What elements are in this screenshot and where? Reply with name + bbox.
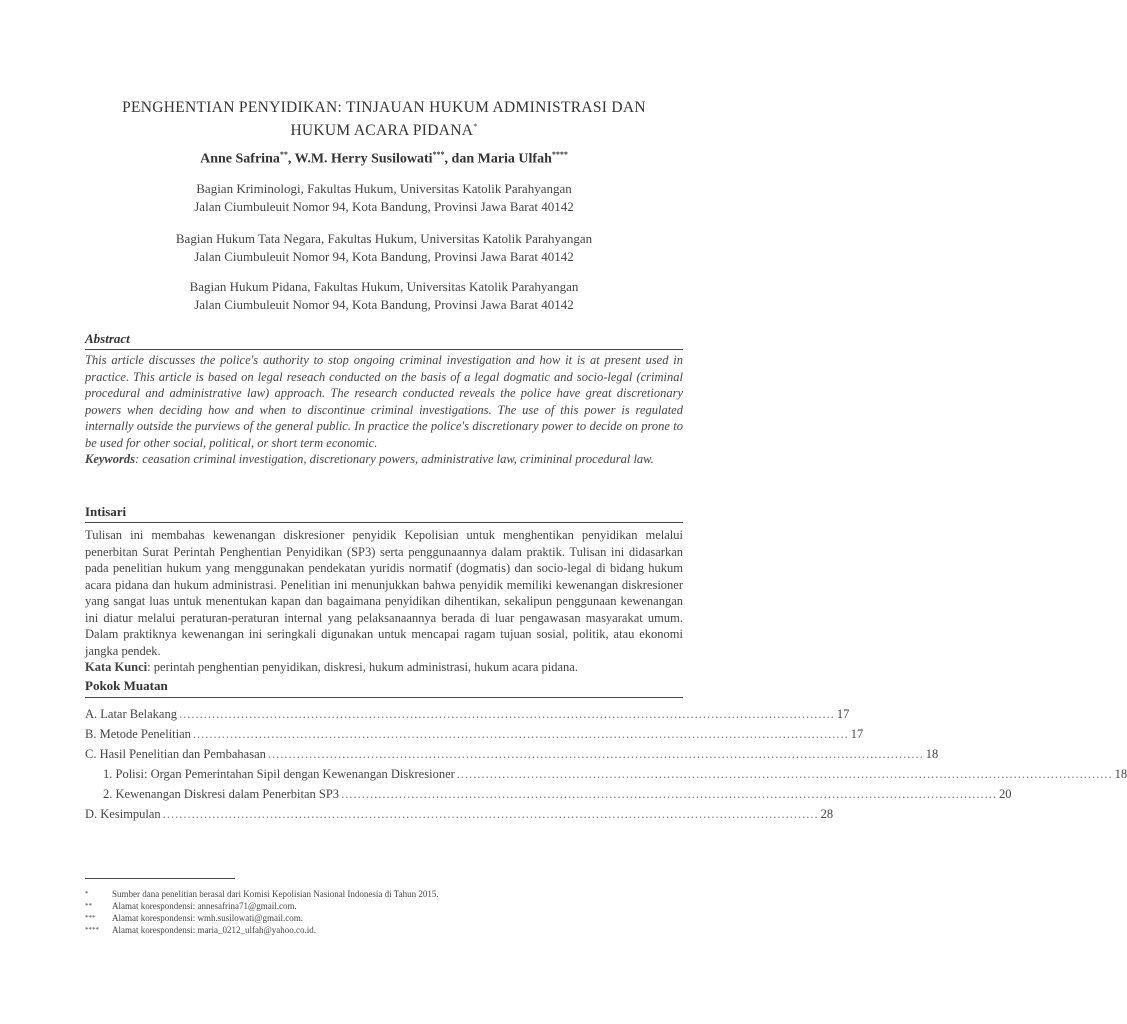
toc-leader-dots: ............................................................................................................................................................... xyxy=(267,747,924,761)
toc-item-label: 1. Polisi: Organ Pemerintahan Sipil dengan Kewenangan Diskresioner xyxy=(103,767,455,781)
title-line-2 xyxy=(60,117,708,140)
abstract-text: This article discusses the police's authority to stop ongoing criminal investigation and how it is at present used in practice. This article is based on legal reseach conducted on the basis of a legal dogmatic and socio-legal (criminal procedural and administrative law) approach. The research conducted reveals the police have great discretionary powers when deciding how and when to discontinue criminal investigations. The use of this power is regulated internally outside the purviews of the general public. In practice the police's discretionary power to decide on prone to be used for other social, political, or short term economic. xyxy=(85,353,683,450)
intisari-body xyxy=(85,527,683,676)
author-list xyxy=(60,150,708,168)
toc-leader-dots: ............................................................................................................................................................... xyxy=(178,707,835,721)
toc-item[interactable] xyxy=(85,724,864,744)
footnote-mark: * xyxy=(85,890,89,898)
toc-item-label: 2. Kewenangan Diskresi dalam Penerbitan SP3 xyxy=(103,787,340,801)
toc-leader-dots: ............................................................................................................................................................... xyxy=(341,787,997,801)
footnote-separator xyxy=(85,878,235,879)
toc-leader-dots: ............................................................................................................................................................... xyxy=(456,767,1113,781)
author-1-mark: ** xyxy=(279,150,288,159)
affiliation-1 xyxy=(60,180,708,216)
title-footnote-mark: * xyxy=(473,122,478,131)
toc-leader-dots: ............................................................................................................................................................... xyxy=(162,807,819,821)
toc-subitem[interactable] xyxy=(85,764,1127,784)
toc-heading: Pokok Muatan xyxy=(85,678,168,693)
author-2: , W.M. Herry Susilowati xyxy=(287,151,433,167)
paper-title xyxy=(60,98,708,140)
footnote-mark: *** xyxy=(85,914,96,922)
footnote-text: Alamat korespondensi: annesafrina71@gmail.com. xyxy=(112,901,297,911)
toc-subitem[interactable] xyxy=(85,784,1012,804)
intisari-text: Tulisan ini membahas kewenangan diskresioner penyidik Kepolisian untuk menghentikan penyidikan melalui penerbitan Surat Perintah Penghentian Penyidikan (SP3) serta penggunaannya dalam praktik. Tulisan ini didasarkan pada penelitian hukum yang menggunakan pendekatan yuridis normatif (dogmatis) dan socio-legal di bidang hukum acara pidana dan hukum administrasi. Penelitian ini menunjukkan bahwa penyidik memiliki kewenangan diskresioner yang sangat luas untuk menentukan kapan dan bagaimana penyidikan dihentikan, sekalipun penggunaan kewenangan ini diatur melalui peraturan-peraturan internal yang pelaksanaannya berada di luar pengawasan masyarakat umum. Dalam praktiknya kewenangan ini seringkali digunakan untuk mencapai ragam tujuan sosial, politik, atau ekonomi jangka pendek. xyxy=(85,528,683,658)
footnote-mark: **** xyxy=(85,926,99,934)
footnote-text: Sumber dana penelitian berasal dari Komisi Kepolisian Nasional Indonesia di Tahun 2015. xyxy=(112,889,439,899)
toc-item[interactable] xyxy=(85,704,850,724)
footnote-text: Alamat korespondensi: wmh.susilowati@gmail.com. xyxy=(112,913,304,923)
author-3: , dan Maria Ulfah xyxy=(444,151,552,167)
toc-rule xyxy=(85,697,683,698)
author-2-mark: *** xyxy=(432,150,445,159)
intisari-heading: Intisari xyxy=(85,504,127,519)
affiliation-2-dept: Bagian Hukum Tata Negara, Fakultas Hukum, Universitas Katolik Parahyangan xyxy=(175,231,593,246)
affiliation-3-dept: Bagian Hukum Pidana, Fakultas Hukum, Universitas Katolik Parahyangan xyxy=(189,279,579,294)
intisari-keywords: : perintah penghentian penyidikan, diskresi, hukum administrasi, hukum acara pidana. xyxy=(147,660,578,674)
intisari-keywords-label: Kata Kunci xyxy=(85,660,148,674)
author-3-mark: **** xyxy=(551,150,568,159)
footnotes xyxy=(85,888,685,936)
abstract-rule xyxy=(85,349,683,350)
toc-item-page: 18 xyxy=(925,747,939,761)
toc-leader-dots: ............................................................................................................................................................... xyxy=(192,727,849,741)
toc-item[interactable] xyxy=(85,744,939,764)
toc-item-page: 20 xyxy=(998,787,1012,801)
abstract-body xyxy=(85,352,683,468)
toc-item-page: 17 xyxy=(850,727,864,741)
footnote xyxy=(85,888,685,900)
author-1: Anne Safrina xyxy=(200,151,280,167)
footnote xyxy=(85,924,685,936)
footnote-text: Alamat korespondensi: maria_0212_ulfah@yahoo.co.id. xyxy=(112,925,316,935)
intisari-rule xyxy=(85,522,683,523)
abstract-keywords-label: Keywords xyxy=(85,452,135,466)
toc-item-page: 18 xyxy=(1114,767,1127,781)
toc-item-label: D. Kesimpulan xyxy=(85,807,161,821)
footnote xyxy=(85,900,685,912)
table-of-contents xyxy=(85,704,1127,824)
title-line-1: PENGHENTIAN PENYIDIKAN: TINJAUAN HUKUM ADMINISTRASI DAN xyxy=(122,99,646,116)
affiliation-2-address: Jalan Ciumbuleuit Nomor 94, Kota Bandung, Provinsi Jawa Barat 40142 xyxy=(194,249,574,264)
footnote-mark: ** xyxy=(85,902,92,910)
toc-item-page: 28 xyxy=(820,807,834,821)
abstract-heading: Abstract xyxy=(85,331,130,346)
toc-item-page: 17 xyxy=(836,707,850,721)
footnote xyxy=(85,912,685,924)
affiliation-3 xyxy=(60,278,708,314)
toc-item-label: C. Hasil Penelitian dan Pembahasan xyxy=(85,747,266,761)
title-line-2-text: HUKUM ACARA PIDANA xyxy=(290,122,474,140)
affiliation-1-dept: Bagian Kriminologi, Fakultas Hukum, Universitas Katolik Parahyangan xyxy=(196,181,572,196)
toc-item-label: A. Latar Belakang xyxy=(85,707,177,721)
affiliation-1-address: Jalan Ciumbuleuit Nomor 94, Kota Bandung, Provinsi Jawa Barat 40142 xyxy=(194,199,574,214)
affiliation-3-address: Jalan Ciumbuleuit Nomor 94, Kota Bandung, Provinsi Jawa Barat 40142 xyxy=(194,297,574,312)
toc-item-label: B. Metode Penelitian xyxy=(85,727,191,741)
affiliation-2 xyxy=(60,230,708,266)
abstract-keywords: : ceasation criminal investigation, discretionary powers, administrative law, crimininal procedural law. xyxy=(135,452,654,466)
toc-item[interactable] xyxy=(85,804,834,824)
